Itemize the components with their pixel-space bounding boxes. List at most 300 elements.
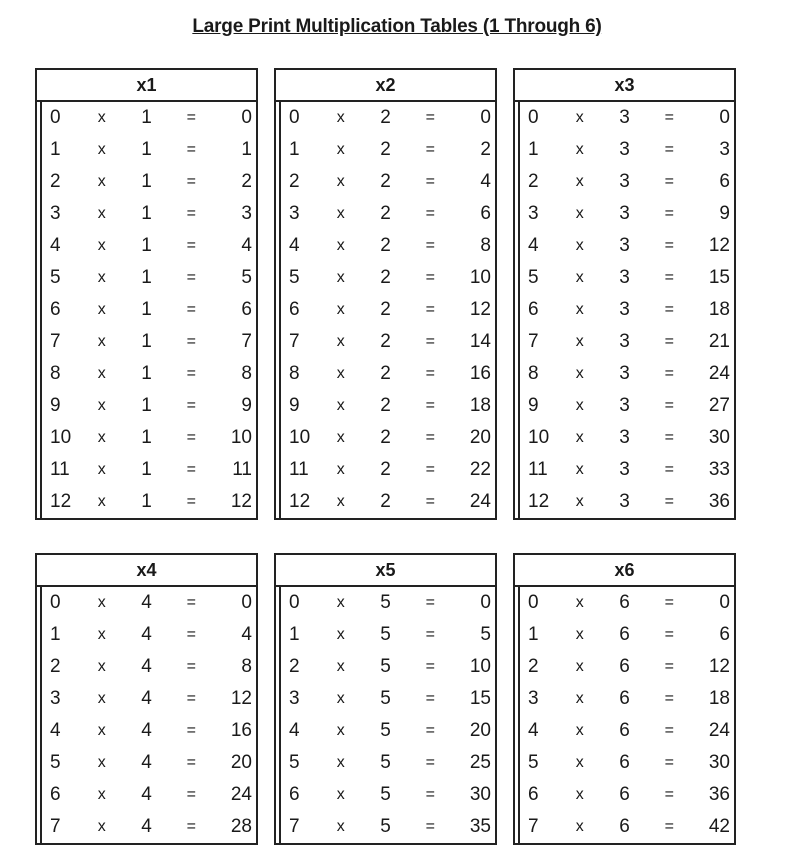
product: 6 [241,299,252,320]
product: 18 [708,299,730,320]
multiplication-table-x1 [35,68,258,520]
multiplier: 5 [380,656,391,677]
table-body [279,587,495,843]
equals-symbol: = [186,301,196,318]
product: 3 [719,139,730,160]
multiplier: 3 [619,139,630,160]
table-row [42,390,256,422]
product: 24 [230,784,252,805]
table-row [520,134,734,166]
equals-symbol: = [425,690,435,707]
multiplier: 3 [619,299,630,320]
multiplier: 6 [619,688,630,709]
multiplication-table-x3 [513,68,736,520]
table-row [281,294,495,326]
multiplicand: 0 [528,592,539,613]
equals-symbol: = [425,301,435,318]
times-symbol: x [97,786,106,803]
product: 18 [708,688,730,709]
table-row [42,779,256,811]
equals-symbol: = [664,626,674,643]
times-symbol: x [575,722,584,739]
multiplier: 1 [141,171,152,192]
product: 3 [241,203,252,224]
product: 42 [708,816,730,837]
multiplier: 4 [141,816,152,837]
product: 24 [708,720,730,741]
multiplicand: 4 [50,720,61,741]
multiplier: 3 [619,331,630,352]
table-row [520,811,734,843]
equals-symbol: = [664,658,674,675]
multiplicand: 3 [528,203,539,224]
equals-symbol: = [664,141,674,158]
times-symbol: x [97,818,106,835]
times-symbol: x [336,365,345,382]
multiplicand: 2 [50,171,61,192]
table-row [281,811,495,843]
equals-symbol: = [186,722,196,739]
table-row [42,102,256,134]
table-header: x5 [276,555,495,587]
times-symbol: x [575,690,584,707]
equals-symbol: = [425,594,435,611]
multiplier: 3 [619,459,630,480]
table-row [281,619,495,651]
table-row [42,326,256,358]
product: 1 [241,139,252,160]
multiplicand: 12 [528,491,550,512]
product: 9 [719,203,730,224]
multiplicand: 4 [528,235,539,256]
multiplicand: 11 [289,459,309,480]
table-row [42,651,256,683]
multiplicand: 1 [528,624,539,645]
product: 4 [241,624,252,645]
table-row [520,358,734,390]
equals-symbol: = [664,397,674,414]
equals-symbol: = [425,429,435,446]
multiplier: 4 [141,624,152,645]
multiplier: 6 [619,656,630,677]
multiplier: 1 [141,395,152,416]
multiplicand: 12 [50,491,72,512]
table-row [520,619,734,651]
product: 20 [469,427,491,448]
product: 7 [241,331,252,352]
equals-symbol: = [664,333,674,350]
multiplicand: 6 [528,299,539,320]
times-symbol: x [336,658,345,675]
multiplicand: 1 [50,624,61,645]
multiplier: 1 [141,203,152,224]
equals-symbol: = [664,493,674,510]
multiplicand: 11 [528,459,548,480]
table-row [42,587,256,619]
times-symbol: x [336,141,345,158]
times-symbol: x [575,365,584,382]
equals-symbol: = [664,594,674,611]
multiplicand: 9 [50,395,61,416]
product: 12 [230,688,252,709]
equals-symbol: = [186,754,196,771]
equals-symbol: = [664,269,674,286]
times-symbol: x [575,493,584,510]
multiplicand: 2 [289,656,300,677]
equals-symbol: = [425,397,435,414]
multiplicand: 8 [289,363,300,384]
table-row [42,134,256,166]
multiplier: 1 [141,331,152,352]
equals-symbol: = [186,237,196,254]
table-row [42,619,256,651]
multiplicand: 3 [50,203,61,224]
equals-symbol: = [425,333,435,350]
times-symbol: x [97,754,106,771]
multiplicand: 6 [289,784,300,805]
equals-symbol: = [664,722,674,739]
multiplier: 2 [380,363,391,384]
table-row [281,230,495,262]
multiplier: 2 [380,139,391,160]
times-symbol: x [575,205,584,222]
times-symbol: x [336,754,345,771]
multiplier: 6 [619,784,630,805]
multiplicand: 2 [528,656,539,677]
multiplicand: 0 [289,107,300,128]
times-symbol: x [575,173,584,190]
equals-symbol: = [186,658,196,675]
multiplier: 3 [619,395,630,416]
product: 0 [719,592,730,613]
table-row [281,715,495,747]
times-symbol: x [575,301,584,318]
multiplier: 6 [619,720,630,741]
multiplication-table-x5 [274,553,497,845]
table-body [518,587,734,843]
times-symbol: x [97,461,106,478]
product: 14 [469,331,491,352]
table-row [520,198,734,230]
product: 16 [230,720,252,741]
equals-symbol: = [664,173,674,190]
table-row [281,486,495,518]
multiplier: 3 [619,427,630,448]
multiplicand: 5 [50,267,61,288]
product: 36 [708,491,730,512]
table-row [281,747,495,779]
table-row [520,326,734,358]
table-row [42,262,256,294]
table-row [520,294,734,326]
table-row [42,811,256,843]
multiplicand: 7 [289,331,300,352]
multiplier: 1 [141,427,152,448]
times-symbol: x [97,429,106,446]
multiplicand: 11 [50,459,70,480]
table-row [42,198,256,230]
product: 30 [469,784,491,805]
multiplier: 2 [380,427,391,448]
equals-symbol: = [186,205,196,222]
times-symbol: x [336,205,345,222]
times-symbol: x [97,722,106,739]
multiplicand: 1 [289,139,300,160]
table-body [40,587,256,843]
times-symbol: x [97,658,106,675]
multiplier: 1 [141,363,152,384]
table-header: x1 [37,70,256,102]
multiplier: 3 [619,107,630,128]
equals-symbol: = [664,786,674,803]
table-row [520,166,734,198]
multiplier: 2 [380,459,391,480]
product: 15 [708,267,730,288]
equals-symbol: = [186,269,196,286]
times-symbol: x [336,269,345,286]
equals-symbol: = [186,109,196,126]
equals-symbol: = [186,461,196,478]
equals-symbol: = [664,754,674,771]
table-row [281,651,495,683]
times-symbol: x [575,269,584,286]
multiplicand: 1 [528,139,539,160]
multiplicand: 2 [289,171,300,192]
multiplicand: 4 [528,720,539,741]
multiplier: 2 [380,395,391,416]
multiplier: 1 [141,459,152,480]
multiplier: 3 [619,203,630,224]
equals-symbol: = [186,141,196,158]
times-symbol: x [336,301,345,318]
times-symbol: x [575,333,584,350]
multiplier: 4 [141,784,152,805]
multiplicand: 4 [289,720,300,741]
product: 15 [469,688,491,709]
times-symbol: x [575,626,584,643]
equals-symbol: = [186,818,196,835]
equals-symbol: = [186,429,196,446]
multiplier: 1 [141,299,152,320]
multiplier: 4 [141,592,152,613]
times-symbol: x [575,397,584,414]
times-symbol: x [97,301,106,318]
times-symbol: x [97,493,106,510]
equals-symbol: = [425,173,435,190]
multiplicand: 2 [50,656,61,677]
multiplicand: 7 [50,816,61,837]
product: 0 [719,107,730,128]
times-symbol: x [575,237,584,254]
table-row [42,715,256,747]
equals-symbol: = [186,397,196,414]
multiplicand: 7 [528,816,539,837]
product: 0 [241,592,252,613]
multiplicand: 10 [50,427,72,448]
multiplicand: 6 [50,299,61,320]
table-header: x3 [515,70,734,102]
table-body [40,102,256,518]
product: 8 [480,235,491,256]
product: 8 [241,363,252,384]
product: 4 [480,171,491,192]
product: 20 [469,720,491,741]
product: 12 [469,299,491,320]
table-row [42,294,256,326]
multiplier: 6 [619,624,630,645]
table-row [520,230,734,262]
equals-symbol: = [186,786,196,803]
equals-symbol: = [664,109,674,126]
equals-symbol: = [664,818,674,835]
times-symbol: x [97,237,106,254]
multiplicand: 4 [289,235,300,256]
product: 30 [708,427,730,448]
times-symbol: x [575,109,584,126]
multiplicand: 5 [50,752,61,773]
product: 12 [708,235,730,256]
times-symbol: x [336,237,345,254]
table-row [281,683,495,715]
multiplicand: 4 [50,235,61,256]
times-symbol: x [575,786,584,803]
product: 11 [232,459,252,480]
times-symbol: x [336,626,345,643]
multiplier: 2 [380,203,391,224]
product: 25 [469,752,491,773]
multiplier: 6 [619,752,630,773]
table-body [518,102,734,518]
table-row [281,422,495,454]
equals-symbol: = [186,690,196,707]
product: 10 [469,656,491,677]
table-row [281,166,495,198]
times-symbol: x [336,818,345,835]
product: 8 [241,656,252,677]
product: 20 [230,752,252,773]
multiplier: 2 [380,491,391,512]
product: 16 [469,363,491,384]
product: 18 [469,395,491,416]
times-symbol: x [336,493,345,510]
multiplier: 3 [619,235,630,256]
table-row [520,262,734,294]
multiplicand: 3 [50,688,61,709]
product: 30 [708,752,730,773]
multiplicand: 5 [289,752,300,773]
multiplicand: 10 [528,427,550,448]
product: 5 [241,267,252,288]
page-title: Large Print Multiplication Tables (1 Through 6) [192,16,602,37]
times-symbol: x [97,397,106,414]
times-symbol: x [575,658,584,675]
times-symbol: x [575,754,584,771]
multiplier: 4 [141,688,152,709]
product: 2 [241,171,252,192]
product: 6 [719,171,730,192]
multiplicand: 0 [528,107,539,128]
multiplicand: 0 [289,592,300,613]
table-row [42,747,256,779]
multiplicand: 6 [289,299,300,320]
equals-symbol: = [425,237,435,254]
multiplier: 3 [619,267,630,288]
multiplier: 3 [619,491,630,512]
equals-symbol: = [664,205,674,222]
times-symbol: x [336,429,345,446]
table-row [520,390,734,422]
multiplicand: 9 [289,395,300,416]
table-row [520,102,734,134]
equals-symbol: = [425,269,435,286]
multiplier: 4 [141,720,152,741]
multiplier: 5 [380,720,391,741]
table-row [520,651,734,683]
multiplicand: 5 [528,267,539,288]
multiplier: 1 [141,139,152,160]
table-row [520,779,734,811]
table-header: x6 [515,555,734,587]
multiplier: 6 [619,592,630,613]
table-row [520,422,734,454]
equals-symbol: = [186,333,196,350]
multiplicand: 7 [50,331,61,352]
times-symbol: x [97,109,106,126]
times-symbol: x [97,690,106,707]
product: 28 [230,816,252,837]
table-header: x2 [276,70,495,102]
equals-symbol: = [186,365,196,382]
equals-symbol: = [425,493,435,510]
equals-symbol: = [664,461,674,478]
equals-symbol: = [664,365,674,382]
equals-symbol: = [425,461,435,478]
equals-symbol: = [425,365,435,382]
multiplicand: 3 [289,203,300,224]
times-symbol: x [575,818,584,835]
table-row [281,454,495,486]
times-symbol: x [97,269,106,286]
multiplier: 2 [380,299,391,320]
product: 10 [469,267,491,288]
product: 22 [469,459,491,480]
table-row [520,747,734,779]
multiplicand: 10 [289,427,311,448]
product: 0 [241,107,252,128]
table-row [42,166,256,198]
multiplier: 2 [380,107,391,128]
table-row [520,715,734,747]
times-symbol: x [336,333,345,350]
product: 24 [708,363,730,384]
equals-symbol: = [186,173,196,190]
multiplicand: 9 [528,395,539,416]
multiplier: 4 [141,752,152,773]
times-symbol: x [575,429,584,446]
table-body [279,102,495,518]
multiplicand: 7 [528,331,539,352]
equals-symbol: = [186,493,196,510]
times-symbol: x [336,173,345,190]
multiplicand: 6 [528,784,539,805]
table-row [42,422,256,454]
product: 27 [708,395,730,416]
table-row [281,779,495,811]
equals-symbol: = [425,786,435,803]
product: 21 [708,331,730,352]
multiplier: 2 [380,235,391,256]
table-row [42,358,256,390]
